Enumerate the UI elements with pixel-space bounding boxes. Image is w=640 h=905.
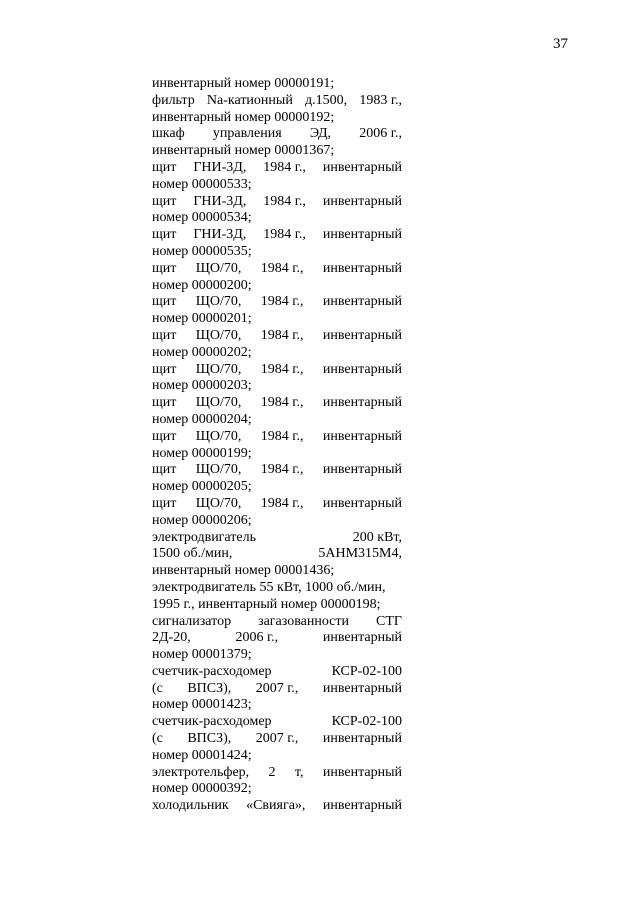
text-word: инвентарный bbox=[322, 764, 402, 780]
text-word: т, bbox=[294, 764, 304, 780]
text-line: номер 00001379; bbox=[152, 647, 252, 663]
text-line: 1995 г., инвентарный номер 00000198; bbox=[152, 596, 381, 612]
text-word: инвентарный bbox=[322, 159, 402, 175]
text-line bbox=[152, 328, 402, 345]
text-line bbox=[152, 496, 402, 513]
text-line: номер 00000533; bbox=[152, 176, 252, 192]
text-word: ЩО/70, bbox=[195, 294, 242, 310]
text-word: электродвигатель bbox=[152, 529, 256, 545]
text-word: инвентарный bbox=[322, 395, 402, 411]
document-body bbox=[152, 76, 402, 815]
text-word: 200 кВт, bbox=[352, 529, 402, 545]
text-line: номер 00000392; bbox=[152, 781, 252, 797]
text-line: номер 00000200; bbox=[152, 277, 252, 293]
text-word: (с bbox=[152, 731, 163, 747]
text-word: 2 bbox=[268, 764, 276, 780]
text-word: щит bbox=[152, 495, 177, 511]
text-line bbox=[152, 664, 402, 681]
page-number: 37 bbox=[553, 36, 568, 52]
text-word: инвентарный bbox=[322, 462, 402, 478]
text-word: инвентарный bbox=[322, 361, 402, 377]
text-word: ЩО/70, bbox=[195, 428, 242, 444]
text-word: 1984 г., bbox=[260, 495, 304, 511]
text-line bbox=[152, 93, 402, 110]
text-line bbox=[152, 546, 402, 563]
text-word: 2007 г., bbox=[255, 731, 299, 747]
text-line: инвентарный номер 00000191; bbox=[152, 76, 335, 91]
text-word: 5АНМ315М4, bbox=[318, 546, 402, 562]
text-line: инвентарный номер 00000192; bbox=[152, 109, 335, 125]
text-line: номер 00000201; bbox=[152, 311, 252, 327]
text-line: номер 00001424; bbox=[152, 747, 252, 763]
text-word: щит bbox=[152, 193, 177, 209]
text-word: щит bbox=[152, 159, 177, 175]
text-word: ВПСЗ), bbox=[187, 680, 232, 696]
text-line bbox=[152, 714, 402, 731]
text-line bbox=[152, 261, 402, 278]
text-line: инвентарный номер 00001367; bbox=[152, 143, 335, 159]
text-word: 1984 г., bbox=[260, 260, 304, 276]
text-word: 1984 г., bbox=[260, 327, 304, 343]
text-line: номер 00000206; bbox=[152, 512, 252, 528]
text-word: щит bbox=[152, 327, 177, 343]
text-word: инвентарный bbox=[322, 227, 402, 243]
text-word: инвентарный bbox=[322, 260, 402, 276]
text-word: 1984 г., bbox=[260, 361, 304, 377]
text-word: сигнализатор bbox=[152, 613, 232, 629]
text-word: щит bbox=[152, 260, 177, 276]
text-word: д.1500, bbox=[305, 92, 348, 108]
text-word: загазованности bbox=[258, 613, 350, 629]
text-word: ЩО/70, bbox=[195, 395, 242, 411]
text-word: инвентарный bbox=[322, 798, 402, 814]
text-word: КСР-02-100 bbox=[331, 663, 402, 679]
text-word: ГНИ-3Д, bbox=[193, 193, 247, 209]
text-line bbox=[152, 798, 402, 815]
text-word: счетчик-расходомер bbox=[152, 663, 272, 679]
text-word: щит bbox=[152, 227, 177, 243]
text-line bbox=[152, 294, 402, 311]
text-word: инвентарный bbox=[322, 731, 402, 747]
text-word: ЩО/70, bbox=[195, 495, 242, 511]
text-word: 1983 г., bbox=[359, 92, 402, 108]
text-word: счетчик-расходомер bbox=[152, 714, 272, 730]
text-word: щит bbox=[152, 294, 177, 310]
text-word: щит bbox=[152, 462, 177, 478]
text-word: инвентарный bbox=[322, 294, 402, 310]
text-word: холодильник bbox=[152, 798, 229, 814]
text-word: ГНИ-3Д, bbox=[193, 227, 247, 243]
text-line: номер 00000534; bbox=[152, 210, 252, 226]
text-line bbox=[152, 630, 402, 647]
text-word: инвентарный bbox=[322, 428, 402, 444]
text-line bbox=[152, 731, 402, 748]
text-word: 1984 г., bbox=[263, 193, 306, 209]
text-word: щит bbox=[152, 428, 177, 444]
text-word: КСР-02-100 bbox=[331, 714, 402, 730]
text-word: «Свияга», bbox=[246, 798, 306, 814]
text-word: 1984 г., bbox=[260, 462, 304, 478]
text-word: 1984 г., bbox=[260, 294, 304, 310]
text-word: ВПСЗ), bbox=[187, 731, 232, 747]
text-word: инвентарный bbox=[322, 680, 402, 696]
text-line: номер 00000204; bbox=[152, 411, 252, 427]
text-line bbox=[152, 362, 402, 379]
text-line: номер 00000203; bbox=[152, 378, 252, 394]
text-line bbox=[152, 126, 402, 143]
text-word: Na-катионный bbox=[206, 92, 293, 108]
text-line bbox=[152, 160, 402, 177]
text-line bbox=[152, 614, 402, 631]
text-word: инвентарный bbox=[322, 193, 402, 209]
text-word: 1984 г., bbox=[260, 395, 304, 411]
text-word: 2007 г., bbox=[255, 680, 299, 696]
text-line bbox=[152, 194, 402, 211]
text-line: номер 00001423; bbox=[152, 697, 252, 713]
text-line bbox=[152, 530, 402, 547]
text-line bbox=[152, 395, 402, 412]
text-word: шкаф bbox=[152, 126, 185, 142]
text-line: номер 00000205; bbox=[152, 479, 252, 495]
text-word: 2006 г., bbox=[359, 126, 402, 142]
text-word: ЩО/70, bbox=[195, 260, 242, 276]
text-word: 1500 об./мин, bbox=[152, 546, 233, 562]
text-word: (с bbox=[152, 680, 163, 696]
text-word: 1984 г., bbox=[263, 159, 306, 175]
text-word: управления bbox=[212, 126, 282, 142]
text-word: ЩО/70, bbox=[195, 327, 242, 343]
text-line bbox=[152, 681, 402, 698]
text-line bbox=[152, 765, 402, 782]
text-word: 2006 г., bbox=[235, 630, 279, 646]
text-word: СТГ bbox=[376, 613, 402, 629]
text-word: ЩО/70, bbox=[195, 462, 242, 478]
text-line: номер 00000199; bbox=[152, 445, 252, 461]
text-word: инвентарный bbox=[322, 630, 402, 646]
text-line: электродвигатель 55 кВт, 1000 об./мин, bbox=[152, 579, 386, 595]
text-line bbox=[152, 227, 402, 244]
text-line: инвентарный номер 00001436; bbox=[152, 563, 335, 579]
text-word: 1984 г., bbox=[263, 227, 306, 243]
text-word: электротельфер, bbox=[152, 764, 250, 780]
text-line bbox=[152, 462, 402, 479]
text-word: ЩО/70, bbox=[195, 361, 242, 377]
text-line bbox=[152, 429, 402, 446]
text-word: щит bbox=[152, 395, 177, 411]
text-word: 1984 г., bbox=[260, 428, 304, 444]
text-word: инвентарный bbox=[322, 495, 402, 511]
text-word: щит bbox=[152, 361, 177, 377]
text-word: инвентарный bbox=[322, 327, 402, 343]
text-word: ЭД, bbox=[309, 126, 332, 142]
text-word: ГНИ-3Д, bbox=[193, 159, 247, 175]
text-word: фильтр bbox=[152, 92, 195, 108]
text-line: номер 00000202; bbox=[152, 344, 252, 360]
text-word: 2Д-20, bbox=[152, 630, 191, 646]
text-line: номер 00000535; bbox=[152, 243, 252, 259]
